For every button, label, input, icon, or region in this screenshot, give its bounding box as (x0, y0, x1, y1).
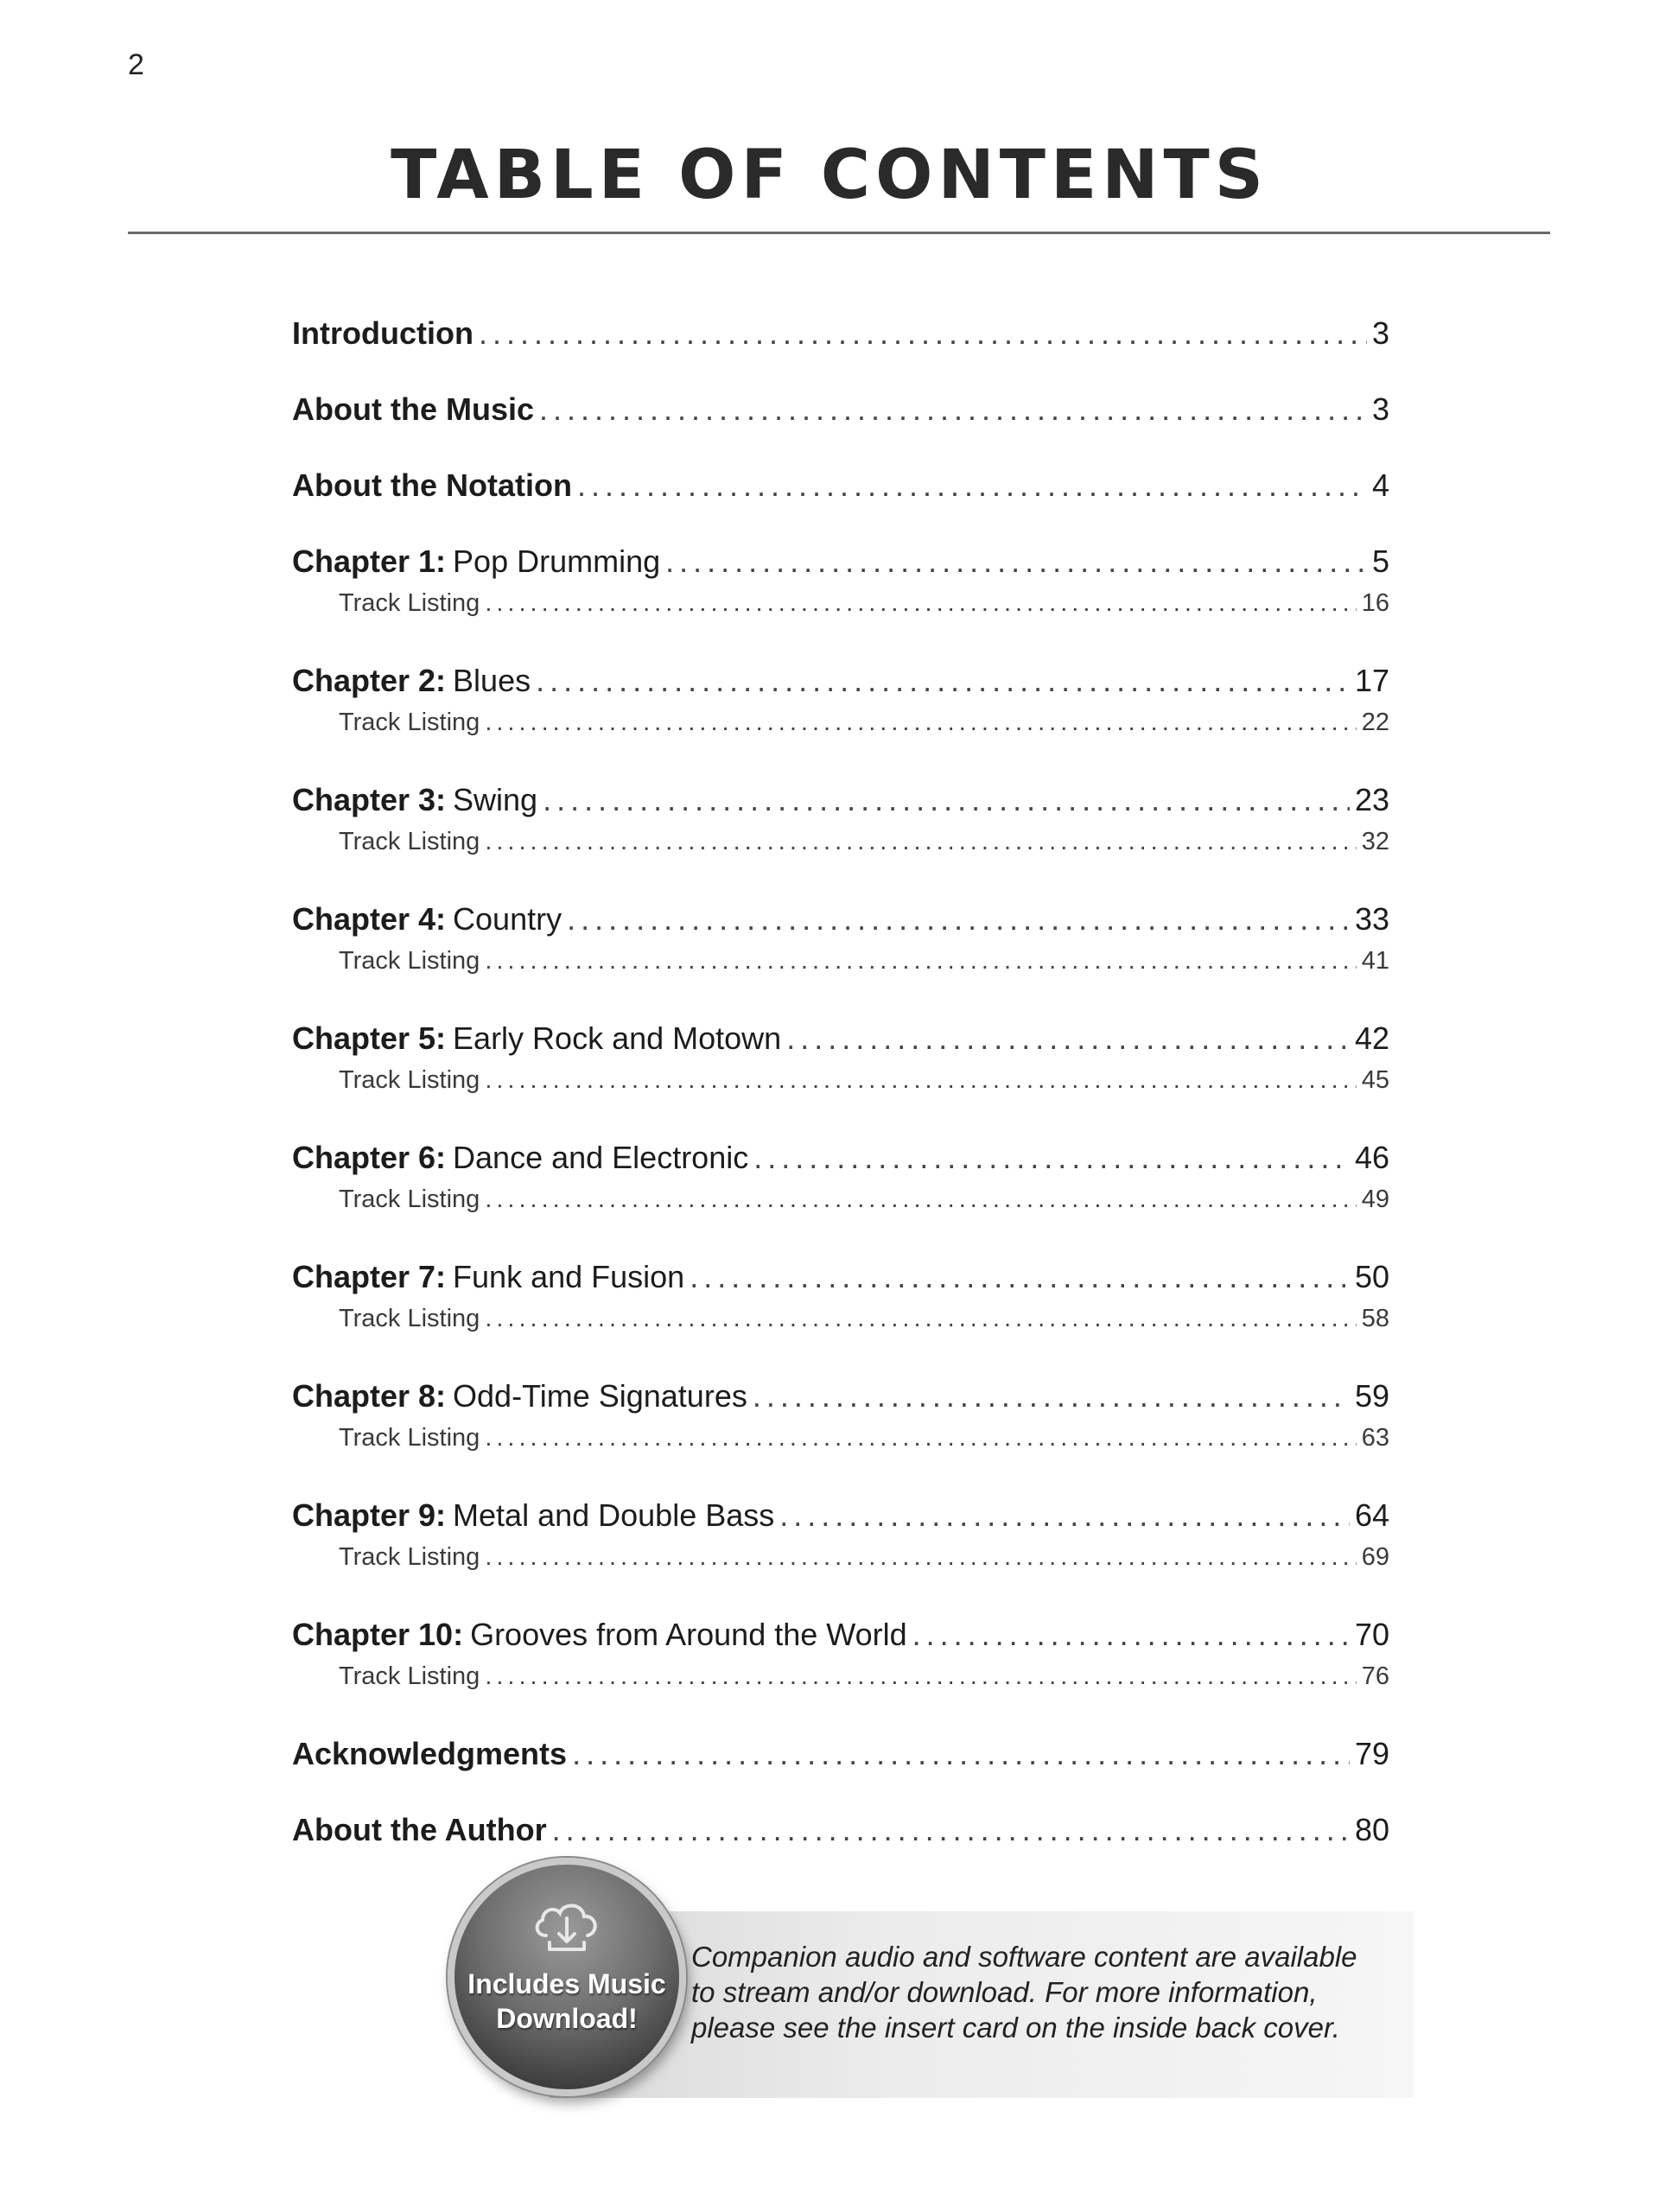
toc-entry-title: Grooves from Around the World (470, 1617, 907, 1652)
toc-page-number: 59 (1354, 1378, 1389, 1414)
download-info-line: Companion audio and software content are available (691, 1941, 1357, 1973)
toc-entry-heading: About the Author (292, 1812, 547, 1847)
music-download-badge (448, 1858, 686, 2096)
toc-page-number: 69 (1361, 1543, 1389, 1571)
toc-subentry-label: Track Listing (339, 709, 480, 736)
dot-leader (485, 707, 1356, 738)
dot-leader (572, 1735, 1350, 1773)
dot-leader (567, 900, 1350, 938)
toc-page-number: 76 (1361, 1662, 1389, 1690)
toc-subentry-label: Track Listing (339, 1066, 480, 1094)
toc-page-number: 50 (1354, 1259, 1389, 1294)
toc-entry (292, 662, 1389, 700)
badge-label-line1: Includes Music (467, 1968, 666, 1999)
dot-leader (485, 1661, 1356, 1692)
toc-page-number: 22 (1361, 709, 1389, 736)
toc-entry-title: Swing (453, 782, 538, 817)
cloud-download-icon (531, 1897, 603, 1955)
toc-subentry-label: Track Listing (339, 1424, 480, 1452)
toc-entry (292, 1811, 1389, 1849)
toc-subentry (292, 1184, 1389, 1215)
toc-entry-heading: Chapter 6: (292, 1140, 447, 1175)
title-divider (128, 232, 1550, 234)
toc-page-number: 3 (1371, 391, 1389, 427)
dot-leader (786, 1020, 1350, 1058)
toc-page-number: 32 (1361, 828, 1389, 855)
dot-leader (485, 1184, 1356, 1215)
toc-page-number: 42 (1354, 1020, 1389, 1056)
dot-leader (753, 1377, 1350, 1415)
table-of-contents (292, 315, 1389, 1887)
toc-page-number: 79 (1354, 1736, 1389, 1771)
dot-leader (485, 1422, 1356, 1453)
toc-subentry (292, 1422, 1389, 1453)
dot-leader (485, 945, 1356, 976)
toc-page-number: 70 (1354, 1617, 1389, 1652)
page-number: 2 (128, 48, 144, 81)
toc-page-number: 4 (1371, 467, 1389, 503)
toc-page-number: 5 (1371, 543, 1389, 579)
dot-leader (779, 1497, 1350, 1535)
toc-entry (292, 467, 1389, 505)
toc-subentry (292, 1541, 1389, 1573)
toc-page-number: 49 (1361, 1185, 1389, 1213)
dot-leader (485, 1065, 1356, 1096)
dot-leader (536, 662, 1350, 700)
toc-page-number: 33 (1354, 901, 1389, 937)
dot-leader (552, 1811, 1350, 1849)
toc-subentry-label: Track Listing (339, 1543, 480, 1571)
dot-leader (690, 1258, 1350, 1296)
dot-leader (577, 467, 1367, 505)
toc-entry (292, 781, 1389, 819)
toc-page-number: 64 (1354, 1497, 1389, 1533)
toc-subentry-label: Track Listing (339, 947, 480, 975)
toc-entry (292, 315, 1389, 353)
toc-entry (292, 1020, 1389, 1058)
toc-entry-heading: Chapter 4: (292, 901, 447, 937)
dot-leader (665, 543, 1367, 581)
toc-subentry-label: Track Listing (339, 1662, 480, 1690)
toc-page-number: 16 (1361, 589, 1389, 617)
toc-entry-heading: About the Music (292, 391, 534, 427)
toc-page-number: 80 (1354, 1812, 1389, 1847)
toc-entry (292, 1735, 1389, 1773)
page-title: TABLE OF CONTENTS (391, 137, 1268, 214)
toc-entry-heading: Chapter 2: (292, 663, 447, 698)
toc-entry-title: Funk and Fusion (453, 1259, 685, 1294)
toc-entry-title: Metal and Double Bass (453, 1497, 775, 1533)
toc-entry (292, 391, 1389, 429)
download-info-text (691, 1939, 1382, 2045)
toc-entry-heading: Chapter 1: (292, 543, 447, 579)
toc-entry-heading: Chapter 9: (292, 1497, 447, 1533)
toc-page-number: 58 (1361, 1305, 1389, 1332)
toc-entry-heading: Acknowledgments (292, 1736, 568, 1771)
toc-entry-heading: Chapter 8: (292, 1378, 447, 1414)
toc-entry (292, 1616, 1389, 1654)
dot-leader (912, 1616, 1350, 1654)
toc-subentry (292, 1303, 1389, 1334)
toc-entry (292, 1377, 1389, 1415)
dot-leader (753, 1139, 1350, 1177)
toc-subentry (292, 826, 1389, 857)
toc-page-number: 41 (1361, 947, 1389, 975)
toc-subentry (292, 588, 1389, 619)
toc-page-number: 46 (1354, 1140, 1389, 1175)
toc-entry-title: Pop Drumming (453, 543, 661, 579)
toc-subentry (292, 707, 1389, 738)
toc-subentry-label: Track Listing (339, 1185, 480, 1213)
dot-leader (485, 1541, 1356, 1573)
toc-entry (292, 900, 1389, 938)
toc-entry-title: Early Rock and Motown (453, 1020, 782, 1056)
dot-leader (485, 588, 1356, 619)
toc-entry-title: Blues (453, 663, 531, 698)
toc-subentry-label: Track Listing (339, 1305, 480, 1332)
dot-leader (539, 391, 1367, 429)
toc-entry-heading: About the Notation (292, 467, 572, 503)
toc-subentry (292, 1065, 1389, 1096)
toc-entry (292, 1497, 1389, 1535)
toc-entry-heading: Introduction (292, 315, 474, 351)
toc-subentry-label: Track Listing (339, 589, 480, 617)
toc-subentry (292, 1661, 1389, 1692)
toc-entry-title: Odd-Time Signatures (453, 1378, 747, 1414)
toc-entry (292, 543, 1389, 581)
dot-leader (479, 315, 1367, 353)
download-info-line: to stream and/or download. For more information, (691, 1976, 1318, 2008)
toc-subentry (292, 945, 1389, 976)
dot-leader (485, 826, 1356, 857)
toc-entry (292, 1258, 1389, 1296)
toc-entry-heading: Chapter 7: (292, 1259, 447, 1294)
dot-leader (543, 781, 1350, 819)
toc-page-number: 45 (1361, 1066, 1389, 1094)
toc-page-number: 23 (1354, 782, 1389, 817)
toc-entry-title: Dance and Electronic (453, 1140, 749, 1175)
toc-entry-heading: Chapter 5: (292, 1020, 447, 1056)
dot-leader (485, 1303, 1356, 1334)
toc-entry-title: Country (453, 901, 563, 937)
toc-page-number: 63 (1361, 1424, 1389, 1452)
badge-label-line2: Download! (496, 2003, 638, 2034)
toc-entry-heading: Chapter 3: (292, 782, 447, 817)
toc-page-number: 17 (1354, 663, 1389, 698)
toc-entry (292, 1139, 1389, 1177)
toc-page-number: 3 (1371, 315, 1389, 351)
toc-subentry-label: Track Listing (339, 828, 480, 855)
download-info-line: please see the insert card on the inside back cover. (691, 2012, 1340, 2044)
toc-entry-heading: Chapter 10: (292, 1617, 464, 1652)
